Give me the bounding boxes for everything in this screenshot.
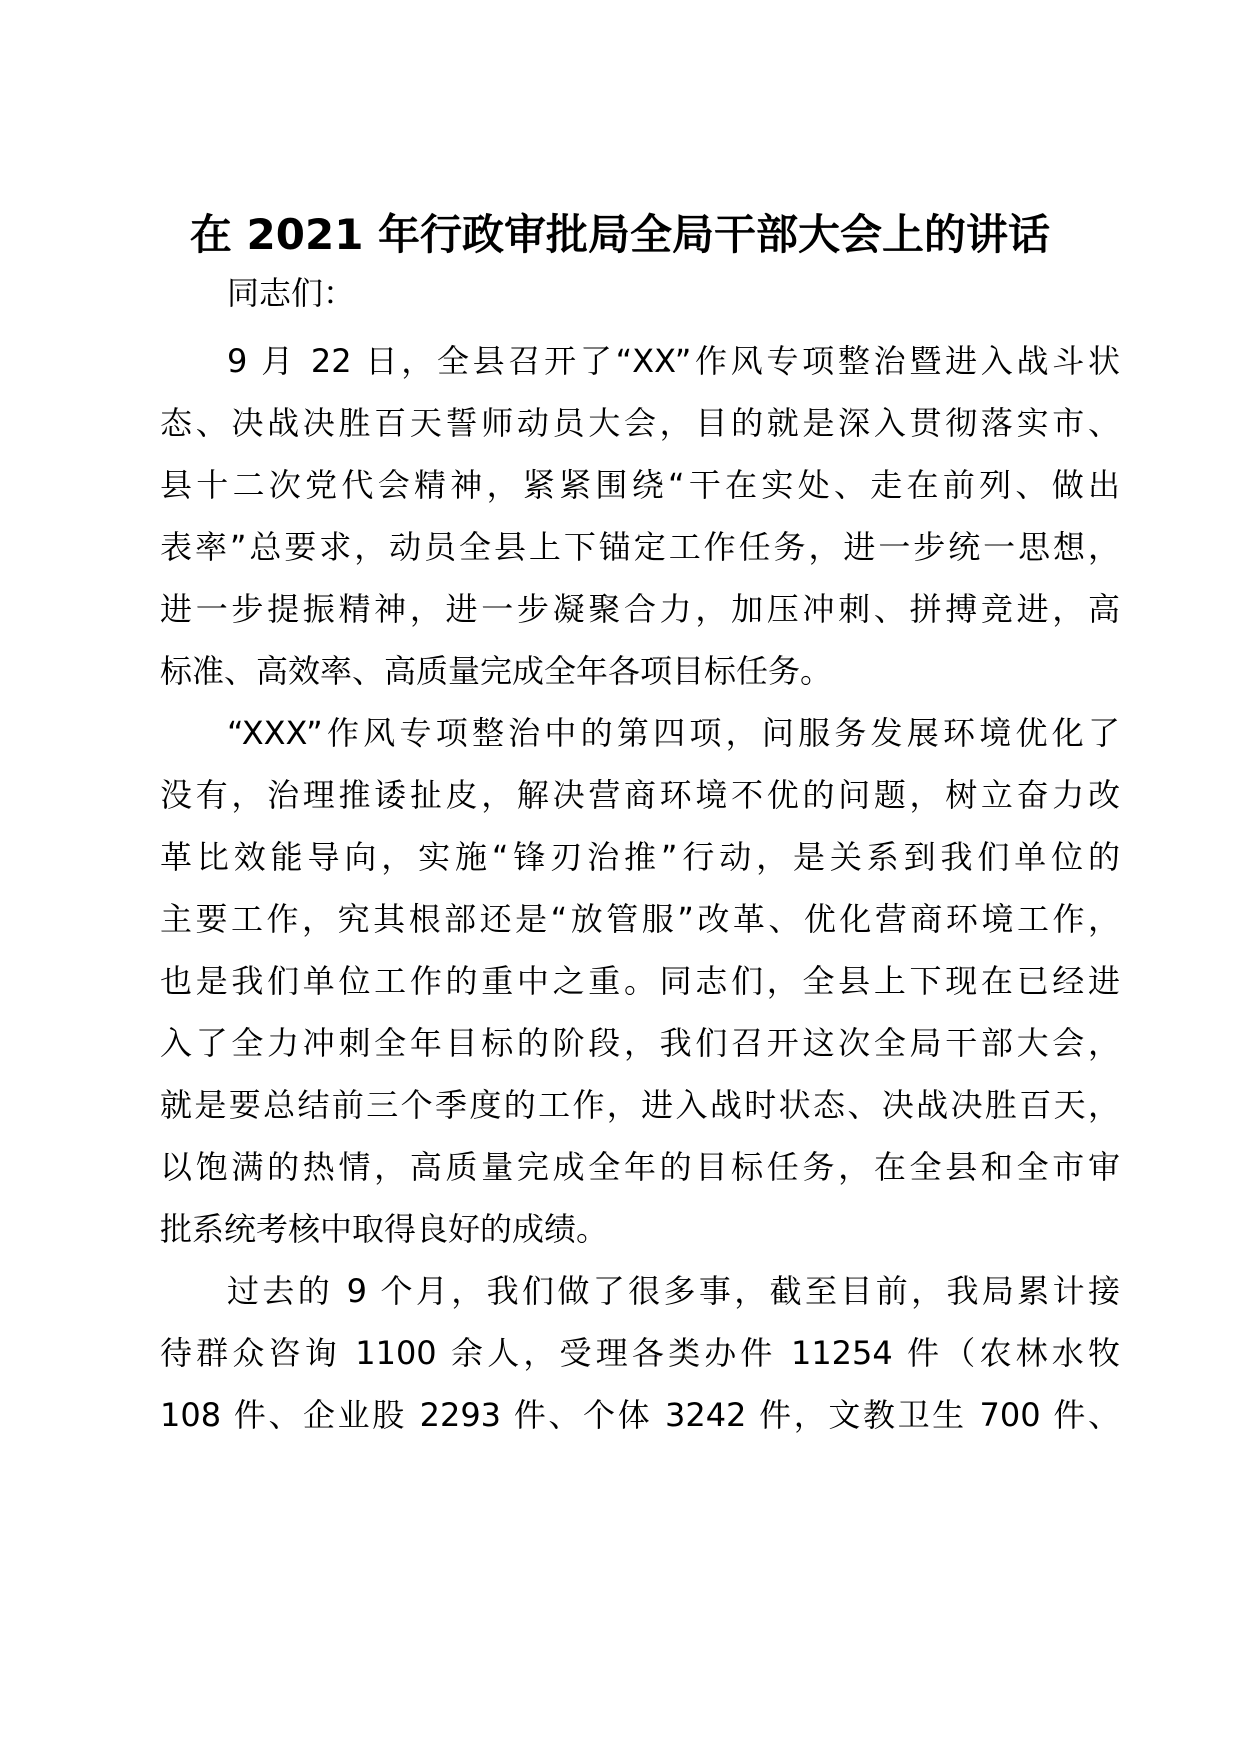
paragraph-line: 没有，治理推诿扯皮，解决营商环境不优的问题，树立奋力改 xyxy=(160,776,1120,814)
paragraph-line: 主要工作，究其根部还是“放管服”改革、优化营商环境工作， xyxy=(160,900,1120,938)
salutation: 同志们： xyxy=(227,274,356,312)
paragraph-line: “XXX”作风专项整治中的第四项，问服务发展环境优化了 xyxy=(227,714,1120,752)
paragraph-line: 进一步提振精神，进一步凝聚合力，加压冲刺、拼搏竞进，高 xyxy=(160,590,1120,628)
paragraph-line: 批系统考核中取得良好的成绩。 xyxy=(160,1210,609,1248)
paragraph-line: 过去的 9 个月，我们做了很多事，截至目前，我局累计接 xyxy=(227,1272,1120,1310)
paragraph-line: 108 件、企业股 2293 件、个体 3242 件，文教卫生 700 件、 xyxy=(160,1396,1120,1434)
document-title: 在 2021 年行政审批局全局干部大会上的讲话 xyxy=(189,210,1051,259)
paragraph-line: 态、决战决胜百天誓师动员大会，目的就是深入贯彻落实市、 xyxy=(160,404,1120,442)
paragraph-line: 入了全力冲刺全年目标的阶段，我们召开这次全局干部大会， xyxy=(160,1024,1120,1062)
paragraph-line: 县十二次党代会精神，紧紧围绕“干在实处、走在前列、做出 xyxy=(160,466,1120,504)
paragraph-line: 9 月 22 日，全县召开了“XX”作风专项整治暨进入战斗状 xyxy=(227,342,1120,380)
paragraph-line: 就是要总结前三个季度的工作，进入战时状态、决战决胜百天， xyxy=(160,1086,1120,1124)
paragraph-line: 表率”总要求，动员全县上下锚定工作任务，进一步统一思想， xyxy=(160,528,1120,566)
paragraph-line: 革比效能导向，实施“锋刃治推”行动，是关系到我们单位的 xyxy=(160,838,1120,876)
paragraph-line: 也是我们单位工作的重中之重。同志们，全县上下现在已经进 xyxy=(160,962,1120,1000)
paragraph-line: 待群众咨询 1100 余人，受理各类办件 11254 件（农林水牧 xyxy=(160,1334,1120,1372)
paragraph-line: 标准、高效率、高质量完成全年各项目标任务。 xyxy=(160,652,833,690)
paragraph-line: 以饱满的热情，高质量完成全年的目标任务，在全县和全市审 xyxy=(160,1148,1120,1186)
